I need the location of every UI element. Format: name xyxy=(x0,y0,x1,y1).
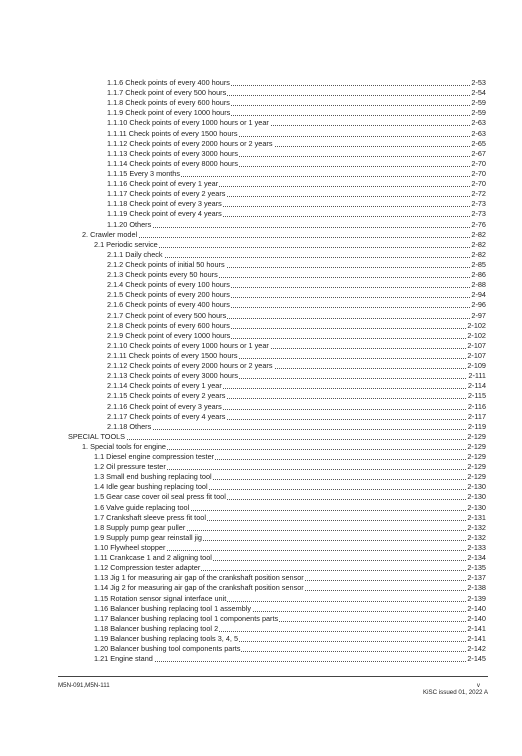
toc-entry-title: 1.1 Diesel engine compression tester xyxy=(94,452,215,462)
toc-entry-title: 1.10 Flywheel stopper xyxy=(94,543,166,553)
toc-entry[interactable] xyxy=(0,179,522,189)
toc-entry-title: 1.11 Crankcase 1 and 2 aligning tool xyxy=(94,553,212,563)
toc-entry[interactable] xyxy=(0,624,522,634)
toc-entry[interactable] xyxy=(0,402,522,412)
toc-entry-title: 1.19 Balancer bushing replacing tools 3, 4, 5 xyxy=(94,634,239,644)
toc-entry-title: 1.1.7 Check point of every 500 hours xyxy=(107,88,227,98)
toc-entry-page: 2-140 xyxy=(467,613,486,623)
toc-entry-page: 2-129 xyxy=(467,462,486,472)
toc-entry-title: 1.20 Balancer bushing tool components parts xyxy=(94,644,241,654)
toc-entry[interactable] xyxy=(0,594,522,604)
toc-entry-title: 1.1.10 Check points of every 1000 hours or 1 year xyxy=(107,118,269,128)
toc-entry-title: 2.1.6 Check points of every 400 hours xyxy=(107,300,230,310)
toc-entry[interactable] xyxy=(0,482,522,492)
toc-entry-title: 1.1.17 Check points of every 2 years xyxy=(107,189,226,199)
toc-entry-page: 2-131 xyxy=(467,512,486,522)
toc-entry-page: 2-86 xyxy=(471,270,486,280)
toc-entry-page: 2-88 xyxy=(471,280,486,290)
toc-entry-title: 1.16 Balancer bushing replacing tool 1 assembly xyxy=(94,603,251,613)
toc-entry-title: 1.1.15 Every 3 months xyxy=(107,168,181,178)
toc-entry[interactable] xyxy=(0,412,522,422)
toc-entry-title: 1.17 Balancer bushing replacing tool 1 components parts xyxy=(94,613,279,623)
toc-entry[interactable] xyxy=(0,422,522,432)
toc-entry-page: 2-117 xyxy=(467,411,486,421)
toc-entry[interactable] xyxy=(0,240,522,250)
toc-entry[interactable] xyxy=(0,78,522,88)
toc-entry-title: 2.1.4 Check points of every 100 hours xyxy=(107,280,230,290)
toc-entry-title: 2.1.15 Check points of every 2 years xyxy=(107,391,226,401)
toc-entry-page: 2-70 xyxy=(471,179,486,189)
toc-entry[interactable] xyxy=(0,634,522,644)
toc-entry[interactable] xyxy=(0,523,522,533)
footer-issue: KiSC issued 01, 2022 A xyxy=(422,689,488,696)
toc-entry[interactable] xyxy=(0,654,522,664)
toc-entry-title: 1.6 Valve guide replacing tool xyxy=(94,502,190,512)
toc-entry[interactable] xyxy=(0,300,522,310)
toc-entry[interactable] xyxy=(0,583,522,593)
toc-entry[interactable] xyxy=(0,351,522,361)
toc-entry-page: 2-130 xyxy=(467,482,486,492)
toc-entry-page: 2-129 xyxy=(467,431,486,441)
footer-page-number: v xyxy=(476,682,480,689)
toc-entry-title: 2.1.13 Check points of every 3000 hours xyxy=(107,371,239,381)
toc-entry-title: 1.15 Rotation sensor signal interface unit xyxy=(94,593,227,603)
toc-entry-page: 2-65 xyxy=(471,138,486,148)
toc-entry-page: 2-130 xyxy=(467,502,486,512)
toc-entry-page: 2-73 xyxy=(471,199,486,209)
toc-entry-leader xyxy=(107,257,486,258)
toc-entry-title: 2.1.17 Check points of every 4 years xyxy=(107,411,226,421)
toc-entry-page: 2-63 xyxy=(471,128,486,138)
toc-entry-page: 2-54 xyxy=(471,88,486,98)
toc-entry-page: 2-107 xyxy=(467,350,486,360)
toc-entry[interactable] xyxy=(0,472,522,482)
toc-entry-title: 1.4 Idle gear bushing replacing tool xyxy=(94,482,208,492)
toc-entry-title: 1.18 Balancer bushing replacing tool 2 xyxy=(94,623,219,633)
toc-entry-page: 2-102 xyxy=(467,320,486,330)
toc-entry-title: 1.8 Supply pump gear puller xyxy=(94,522,186,532)
toc-entry-title: 2.1.1 Daily check xyxy=(107,249,163,259)
toc-entry[interactable] xyxy=(0,108,522,118)
toc-entry-title: 1.1.20 Others xyxy=(107,219,152,229)
toc-entry[interactable] xyxy=(0,341,522,351)
toc-entry-title: 1.1.12 Check points of every 2000 hours or 2 years xyxy=(107,138,273,148)
toc-entry-page: 2-141 xyxy=(467,634,486,644)
toc-entry[interactable] xyxy=(0,139,522,149)
toc-entry-title: 2. Crawler model xyxy=(82,229,138,239)
toc-entry-title: 2.1.2 Check points of initial 50 hours xyxy=(107,259,225,269)
toc-entry-page: 2-138 xyxy=(467,583,486,593)
footer-model: M5N-091,M5N-111 xyxy=(58,682,110,689)
toc-entry-page: 2-76 xyxy=(471,219,486,229)
table-of-contents xyxy=(0,78,522,664)
toc-entry-page: 2-53 xyxy=(471,78,486,87)
toc-entry-leader xyxy=(68,439,486,440)
toc-entry[interactable] xyxy=(0,462,522,472)
toc-entry[interactable] xyxy=(0,220,522,230)
toc-entry-title: 2.1.14 Check points of every 1 year xyxy=(107,381,222,391)
toc-entry[interactable] xyxy=(0,321,522,331)
toc-entry-title: 2.1.3 Check points every 50 hours xyxy=(107,270,218,280)
toc-entry-title: 1.1.6 Check points of every 400 hours xyxy=(107,78,230,87)
toc-entry-page: 2-115 xyxy=(467,391,486,401)
toc-entry-page: 2-137 xyxy=(467,573,486,583)
toc-entry-title: 1.13 Jig 1 for measuring air gap of the crankshaft position sensor xyxy=(94,573,304,583)
toc-entry-title: 2.1.8 Check points of every 600 hours xyxy=(107,320,230,330)
toc-entry-page: 2-130 xyxy=(467,492,486,502)
toc-entry[interactable] xyxy=(0,492,522,502)
toc-entry-page: 2-140 xyxy=(467,603,486,613)
toc-entry[interactable] xyxy=(0,149,522,159)
toc-entry[interactable] xyxy=(0,129,522,139)
toc-entry-title: 2.1.9 Check point of every 1000 hours xyxy=(107,330,231,340)
toc-entry[interactable] xyxy=(0,563,522,573)
toc-entry[interactable] xyxy=(0,311,522,321)
toc-entry-title: 2.1.16 Check point of every 3 years xyxy=(107,401,222,411)
toc-entry[interactable] xyxy=(0,553,522,563)
toc-entry[interactable] xyxy=(0,280,522,290)
toc-entry-page: 2-82 xyxy=(471,239,486,249)
toc-entry-page: 2-133 xyxy=(467,543,486,553)
toc-entry[interactable] xyxy=(0,604,522,614)
toc-entry-title: 1.1.19 Check point of every 4 years xyxy=(107,209,222,219)
toc-entry-title: 1.1.9 Check point of every 1000 hours xyxy=(107,108,231,118)
toc-entry[interactable] xyxy=(0,159,522,169)
toc-entry-leader xyxy=(107,227,486,228)
toc-entry[interactable] xyxy=(0,573,522,583)
toc-entry[interactable] xyxy=(0,209,522,219)
toc-entry-title: 1.1.16 Check point of every 1 year xyxy=(107,179,219,189)
toc-entry-title: 1.2 Oil pressure tester xyxy=(94,462,166,472)
toc-entry-page: 2-97 xyxy=(471,310,486,320)
toc-entry-page: 2-116 xyxy=(467,401,486,411)
toc-entry-page: 2-129 xyxy=(467,441,486,451)
toc-entry[interactable] xyxy=(0,513,522,523)
toc-entry[interactable] xyxy=(0,442,522,452)
toc-entry[interactable] xyxy=(0,533,522,543)
toc-entry-page: 2-59 xyxy=(471,108,486,118)
footer-divider xyxy=(58,676,488,677)
toc-entry-leader xyxy=(82,237,486,238)
toc-entry-title: 2.1.5 Check points of every 200 hours xyxy=(107,290,230,300)
toc-entry-page: 2-129 xyxy=(467,472,486,482)
toc-entry-page: 2-72 xyxy=(471,189,486,199)
toc-entry-page: 2-114 xyxy=(467,381,486,391)
toc-entry-page: 2-67 xyxy=(471,148,486,158)
toc-entry-page: 2-70 xyxy=(471,158,486,168)
toc-entry-page: 2-82 xyxy=(471,249,486,259)
toc-entry-title: 1.1.11 Check points of every 1500 hours xyxy=(107,128,238,138)
toc-entry[interactable] xyxy=(0,503,522,513)
toc-entry-title: 2.1.10 Check points of every 1000 hours or 1 year xyxy=(107,340,269,350)
toc-entry-page: 2-94 xyxy=(471,290,486,300)
toc-entry[interactable] xyxy=(0,371,522,381)
toc-entry-page: 2-85 xyxy=(471,259,486,269)
toc-entry[interactable] xyxy=(0,391,522,401)
toc-entry-title: 1.5 Gear case cover oil seal press fit tool xyxy=(94,492,226,502)
toc-entry[interactable] xyxy=(0,189,522,199)
toc-entry-page: 2-70 xyxy=(471,168,486,178)
toc-entry-leader xyxy=(107,429,486,430)
toc-entry-title: 1.7 Crankshaft sleeve press fit tool xyxy=(94,512,206,522)
toc-entry[interactable] xyxy=(0,644,522,654)
toc-entry-page: 2-111 xyxy=(468,371,486,381)
toc-entry-title: 1.21 Engine stand xyxy=(94,654,153,664)
toc-entry-page: 2-139 xyxy=(467,593,486,603)
toc-entry[interactable] xyxy=(0,260,522,270)
toc-entry-page: 2-109 xyxy=(467,361,486,371)
toc-entry[interactable] xyxy=(0,199,522,209)
toc-entry[interactable] xyxy=(0,543,522,553)
toc-entry[interactable] xyxy=(0,169,522,179)
toc-entry-page: 2-82 xyxy=(471,229,486,239)
toc-entry-title: 1.1.13 Check points of every 3000 hours xyxy=(107,148,239,158)
toc-entry[interactable] xyxy=(0,118,522,128)
toc-entry-page: 2-96 xyxy=(471,300,486,310)
toc-entry[interactable] xyxy=(0,381,522,391)
toc-entry-title: 1.1.8 Check points of every 600 hours xyxy=(107,98,230,108)
toc-entry-title: SPECIAL TOOLS xyxy=(68,431,126,441)
toc-entry-page: 2-102 xyxy=(467,330,486,340)
toc-entry[interactable] xyxy=(0,270,522,280)
toc-entry-page: 2-145 xyxy=(467,654,486,664)
toc-entry-page: 2-142 xyxy=(467,644,486,654)
toc-entry-page: 2-132 xyxy=(467,522,486,532)
toc-entry-title: 1.3 Small end bushing replacing tool xyxy=(94,472,212,482)
toc-entry-page: 2-63 xyxy=(471,118,486,128)
toc-entry[interactable] xyxy=(0,331,522,341)
toc-entry-title: 1.14 Jig 2 for measuring air gap of the crankshaft position sensor xyxy=(94,583,304,593)
toc-entry-page: 2-73 xyxy=(471,209,486,219)
toc-entry-page: 2-119 xyxy=(467,421,486,431)
toc-entry-title: 1.9 Supply pump gear reinstall jig xyxy=(94,532,202,542)
toc-entry-page: 2-132 xyxy=(467,532,486,542)
toc-entry-page: 2-141 xyxy=(467,623,486,633)
toc-entry-title: 1.1.14 Check points of every 8000 hours xyxy=(107,158,239,168)
toc-entry-title: 2.1.18 Others xyxy=(107,421,152,431)
toc-entry-title: 1.12 Compression tester adapter xyxy=(94,563,201,573)
toc-entry-title: 2.1.7 Check point of every 500 hours xyxy=(107,310,227,320)
toc-entry[interactable] xyxy=(0,230,522,240)
toc-entry-title: 2.1 Periodic service xyxy=(94,239,158,249)
toc-entry-title: 1.1.18 Check point of every 3 years xyxy=(107,199,222,209)
toc-entry[interactable] xyxy=(0,432,522,442)
toc-entry-title: 2.1.12 Check points of every 2000 hours or 2 years xyxy=(107,361,273,371)
toc-entry[interactable] xyxy=(0,452,522,462)
toc-entry[interactable] xyxy=(0,88,522,98)
toc-entry[interactable] xyxy=(0,614,522,624)
toc-entry-page: 2-59 xyxy=(471,98,486,108)
toc-entry-page: 2-107 xyxy=(467,340,486,350)
toc-entry[interactable] xyxy=(0,250,522,260)
toc-entry-title: 2.1.11 Check points of every 1500 hours xyxy=(107,350,238,360)
toc-entry[interactable] xyxy=(0,290,522,300)
toc-entry-page: 2-129 xyxy=(467,452,486,462)
toc-entry-title: 1. Special tools for engine xyxy=(82,441,166,451)
toc-entry-page: 2-135 xyxy=(467,563,486,573)
toc-entry-page: 2-134 xyxy=(467,553,486,563)
toc-entry[interactable] xyxy=(0,361,522,371)
toc-entry[interactable] xyxy=(0,98,522,108)
